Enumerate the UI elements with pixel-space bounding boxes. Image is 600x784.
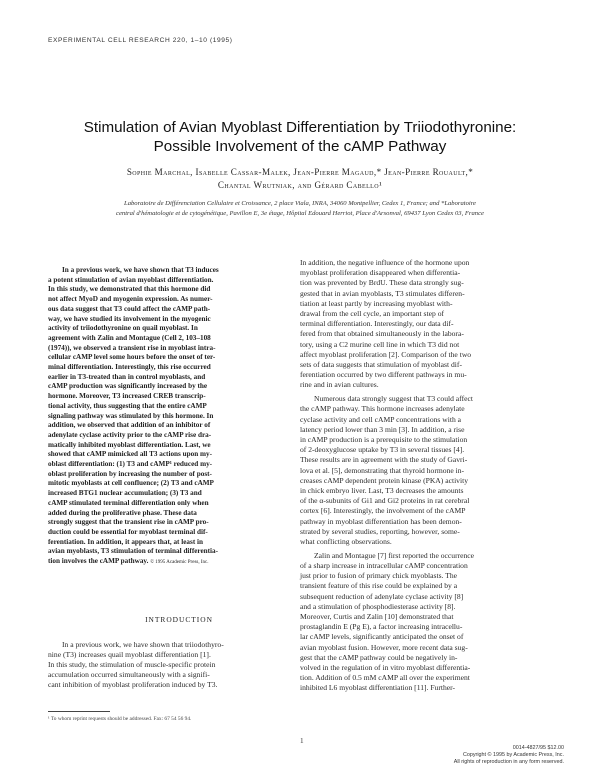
introduction-text — [48, 640, 310, 690]
abstract-line: matically inhibited myoblast differentiation. Last, we — [48, 440, 211, 449]
body-line: sets of data suggests that stimulation of myoblast dif- — [300, 360, 462, 370]
body-line: of the α-subunits of Gi1 and Gi2 proteins in rat cerebral — [300, 496, 470, 506]
body-line: tion was prevented by BrdU. These data strongly sug- — [300, 278, 464, 288]
abstract-line: adenylate cyclase activity prior to the cAMP rise dra- — [48, 430, 212, 439]
abstract-line: increased BTG1 nuclear accumulation; (3) T3 and — [48, 489, 202, 498]
abstract-line: In a previous work, we have shown that T3 induces — [62, 266, 219, 274]
abstract-line: signaling pathway was stimulated by this hormone. In — [48, 411, 214, 420]
right-column-text — [300, 258, 562, 697]
body-line: pathway in myoblast differentiation has been demon- — [300, 516, 462, 526]
body-line: of a sharp increase in intracellular cAMP concentration — [300, 560, 468, 570]
body-line: inhibited L6 myoblast differentiation [11]. Further- — [300, 683, 456, 693]
body-line: cyclase activity and cell cAMP concentrations with a — [300, 414, 462, 424]
abstract-line: (1974)), we observed a transient rise in myoblast intra- — [48, 343, 216, 352]
abstract-line: duction could be essential for myoblast terminal dif- — [48, 527, 208, 536]
body-line: tion. Addition of 0.5 mM cAMP all over the experiment — [300, 673, 470, 683]
author-line: Sophie Marchal, Isabelle Cassar-Malek, Jean-Pierre Magaud,* Jean-Pierre Rouault,* — [126, 167, 474, 177]
body-line: terminal differentiation. Interestingly, our data dif- — [300, 319, 454, 329]
abstract-line: tion involves the cAMP pathway. — [48, 557, 149, 566]
abstract-line: mitotic myoblasts at cell confluence; (2) T3 and cAMP — [48, 479, 214, 488]
body-line: creases cAMP dependent protein kinase (PKA) activity — [300, 475, 468, 485]
copyright-line: 0014-4827/95 $12.00 — [512, 745, 564, 751]
abstract-line: cAMP stimulated terminal differentiation only when — [48, 498, 209, 507]
body-line: the cAMP pathway. This hormone increases adenylate — [300, 404, 465, 414]
abstract-line: a potent stimulation of avian myoblast differentiation. — [48, 275, 214, 284]
copyright-line: All rights of reproduction in any form reserved. — [453, 759, 564, 765]
abstract-line: activity of triiodothyronine on quail myoblast. In — [48, 324, 198, 333]
abstract-line: hormone. Moreover, T3 increased CREB transcrip- — [48, 392, 206, 401]
abstract-line: cellular cAMP level some hours before the onset of ter- — [48, 353, 216, 362]
body-line: volved in the regulation of in vitro myoblast differentia- — [300, 662, 471, 672]
body-line: Numerous data strongly suggest that T3 could affect — [314, 394, 473, 404]
body-line: tiation at least partly by increasing myoblast with- — [300, 298, 453, 308]
abstract-line: oblast proliferation by increasing the number of post- — [48, 469, 212, 478]
section-heading: INTRODUCTION — [145, 615, 213, 624]
abstract-line: minal differentiation. Interestingly, this rise occurred — [48, 363, 211, 372]
body-line: of 2-deoxyglucose uptake by T3 in several tissues [4]. — [300, 445, 465, 455]
copyright-line: Copyright © 1995 by Academic Press, Inc. — [462, 752, 564, 758]
body-line: avian myoblast fusion. However, more recent data sug- — [300, 642, 468, 652]
footnote-rule — [48, 711, 110, 712]
article-title — [30, 118, 570, 156]
body-line: strated by several studies, reporting, however, some- — [300, 526, 460, 536]
abstract-last-line — [48, 557, 310, 568]
intro-line: cant inhibition of myoblast proliferation induced by T3. — [48, 680, 218, 690]
body-line: tory, using a C2 murine cell line in which T3 did not — [300, 339, 460, 349]
body-line: and a stimulation of phosphodiesterase activity [8]. — [300, 601, 456, 611]
copyright-block — [394, 745, 564, 766]
abstract-line: way, we have studied its involvement in the myogenic — [48, 314, 211, 323]
abstract-line: agreement with Zalin and Montague (Cell 2, 103–108 — [48, 333, 211, 342]
paragraph — [300, 394, 562, 547]
body-line: lar cAMP levels, significantly anticipated the onset of — [300, 632, 464, 642]
body-line: myoblast proliferation disappeared when differentia- — [300, 268, 461, 278]
abstract-line: tional activity, thus suggesting that the entire cAMP — [48, 401, 207, 410]
body-line: cortex [6]. Interestingly, the involvement of the cAMP — [300, 506, 466, 516]
body-line: subsequent reduction of adenylate cyclase activity [8] — [300, 591, 464, 601]
intro-line: In a previous work, we have shown that triiodothyro- — [62, 640, 224, 649]
abstract-line: In this study, we demonstrated that this hormone did — [48, 285, 211, 294]
body-line: prostaglandin E (Pg E), a factor increasing intracellu- — [300, 622, 463, 632]
body-line: lova et al. [5], demonstrating that thyroid hormone in- — [300, 465, 465, 475]
abstract-line: added during the proliferative phase. These data — [48, 508, 197, 517]
running-head: EXPERIMENTAL CELL RESEARCH 220, 1–10 (1995) — [48, 37, 233, 44]
affiliation-line: Laboratoire de Différenciation Cellulaire et Croissance, 2 place Viala, INRA, 34060 Montpellier, Cedex 1, France; and *Laboratoire — [124, 200, 476, 207]
body-line: just prior to fusion of primary chick myoblasts. The — [300, 571, 457, 581]
body-line: fered from that obtained simultaneously in the labora- — [300, 329, 464, 339]
author-line: Chantal Wrutniak, and Gérard Cabello¹ — [217, 179, 383, 190]
abstract-line: showed that cAMP mimicked all T3 actions upon my- — [48, 450, 212, 459]
press-note: © 1995 Academic Press, Inc. — [150, 560, 209, 566]
body-line: gest that the cAMP pathway could be negatively in- — [300, 652, 458, 662]
body-line: transient feature of this rise could be explained by a — [300, 581, 458, 591]
abstract-line: cAMP production was significantly increased by the — [48, 382, 208, 391]
abstract-line: earlier in T3-treated than in control myoblasts, and — [48, 372, 206, 381]
abstract-line: strongly suggest that the transient rise in cAMP pro- — [48, 518, 209, 527]
paragraph — [300, 258, 562, 391]
abstract-line: avian myoblasts, T3 stimulation of terminal differentia- — [48, 547, 219, 556]
intro-line: accumulation occurred simultaneously with a signifi- — [48, 670, 210, 680]
body-line: rine and in avian cultures. — [300, 380, 379, 390]
body-line: Zalin and Montague [7] first reported the occurrence — [314, 550, 475, 560]
body-line: affect myoblast proliferation [2]. Comparison of the two — [300, 349, 472, 359]
body-line: latency period lower than 3 min [3]. In addition, a rise — [300, 424, 465, 434]
page-number: 1 — [300, 737, 304, 745]
title-line: Possible Involvement of the cAMP Pathway — [153, 138, 447, 155]
body-line: in chick embryo liver. Last, T3 decreases the amounts — [300, 485, 464, 495]
body-line: what conflicting observations. — [300, 536, 392, 546]
abstract-line: ous data suggest that T3 could affect the cAMP path- — [48, 304, 211, 313]
body-line: Moreover, Curtis and Zalin [10] demonstrated that — [300, 611, 454, 621]
footnote: ¹ To whom reprint requests should be addressed. Fax: 67 54 56 94. — [48, 716, 192, 722]
author-list — [30, 166, 570, 191]
body-line: in cAMP production is a prerequisite to the stimulation — [300, 434, 468, 444]
title-line: Stimulation of Avian Myoblast Differentiation by Triiodothyronine: — [83, 119, 517, 136]
paragraph — [300, 551, 562, 694]
abstract-line: addition, we observed that addition of an inhibitor of — [48, 421, 211, 430]
abstract-line: ferentiation. In addition, it appears that, at least in — [48, 537, 204, 546]
body-line: In addition, the negative influence of the hormone upon — [300, 258, 470, 267]
intro-line: nine (T3) increases quail myoblast differentiation [1]. — [48, 650, 211, 660]
abstract — [48, 266, 310, 568]
abstract-line: not affect MyoD and myogenin expression. As numer- — [48, 295, 213, 304]
body-line: ferentiation occurred by two different pathways in mu- — [300, 370, 467, 380]
affiliations — [36, 199, 564, 218]
body-line: These results are in agreement with the study of Gavri- — [300, 455, 468, 465]
body-line: gested that in avian myoblasts, T3 stimulates differen- — [300, 288, 465, 298]
affiliation-line: central d'hématologie et de cytogénétique, Pavillon E, 3e étage, Hôpital Edouard Herriot, Place d'Arsonval, 69437 Lyon Cedex 03, France — [116, 209, 484, 217]
abstract-line: oblast differentiation: (1) T3 and cAMP¹ reduced my- — [48, 460, 213, 469]
intro-line: In this study, the stimulation of muscle-specific protein — [48, 660, 216, 670]
body-line: drawal from the cell cycle, an important step of — [300, 309, 445, 319]
